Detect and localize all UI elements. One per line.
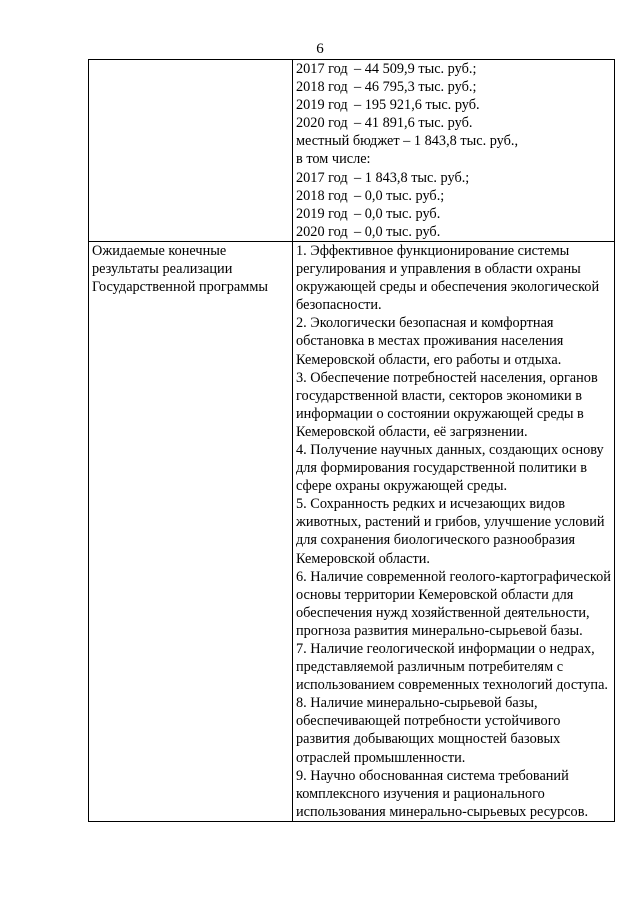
funding-line: 2017 год – 44 509,9 тыс. руб.; xyxy=(296,61,477,77)
local-funding-line: 2018 год – 0,0 тыс. руб.; xyxy=(296,187,445,204)
table-row-results xyxy=(89,241,615,821)
result-item: 2. Экологически безопасная и комфортная обстановка в местах проживания населения Кемеровской области, его работы и отдыха. xyxy=(296,315,564,368)
funding-line: 2020 год – 41 891,6 тыс. руб. xyxy=(296,115,473,132)
result-item: 3. Обеспечение потребностей населения, органов государственной власти, секторов экономики в информации о состоянии окружающей среды в Кемеровской области, её загрязнении. xyxy=(296,369,598,440)
table-row-funding xyxy=(89,60,615,242)
program-passport-table xyxy=(88,59,615,822)
results-cell xyxy=(293,241,615,821)
result-item: 8. Наличие минерально-сырьевой базы, обеспечивающей потребности устойчивого развития добывающих мощностей базовых отраслей промышленности. xyxy=(296,695,561,766)
funding-cell xyxy=(293,60,615,242)
result-item: 4. Получение научных данных, создающих основу для формирования государственной политики в сфере охраны окружающей среды. xyxy=(296,441,604,495)
result-item: 7. Наличие геологической информации о недрах, представляемой различным потребителям с использованием современных технологий доступа. xyxy=(296,641,609,694)
local-funding-line: 2017 год – 1 843,8 тыс. руб.; xyxy=(296,169,470,186)
result-item: 6. Наличие современной геолого-картографической основы территории Кемеровской области для обеспечения нужд хозяйственной деятельности, прогноза развития минерально-сырьевой базы. xyxy=(296,568,611,639)
results-label: Ожидаемые конечные результаты реализации Государственной программы xyxy=(89,241,293,821)
result-item: 1. Эффективное функционирование системы регулирования и управления в области охраны окружающей среды и обеспечения экологической безопасности. xyxy=(296,242,600,314)
local-funding-line: 2020 год – 0,0 тыс. руб. xyxy=(296,223,441,240)
funding-line: 2019 год – 195 921,6 тыс. руб. xyxy=(296,97,480,114)
funding-line: 2018 год – 46 795,3 тыс. руб.; xyxy=(296,79,477,96)
row-label-empty xyxy=(89,60,293,242)
page-number: 6 xyxy=(316,41,324,57)
result-item: 9. Научно обоснованная система требований комплексного изучения и рационального использования минерально-сырьевых ресурсов. xyxy=(296,767,589,820)
local-budget-text: местный бюджет – 1 843,8 тыс. руб., xyxy=(296,133,519,150)
result-item: 5. Сохранность редких и исчезающих видов животных, растений и грибов, улучшение условий для сохранения биологического разнообразия Кемеровской области. xyxy=(296,496,605,567)
local-funding-line: 2019 год – 0,0 тыс. руб. xyxy=(296,205,441,222)
including-text: в том числе: xyxy=(296,151,371,168)
